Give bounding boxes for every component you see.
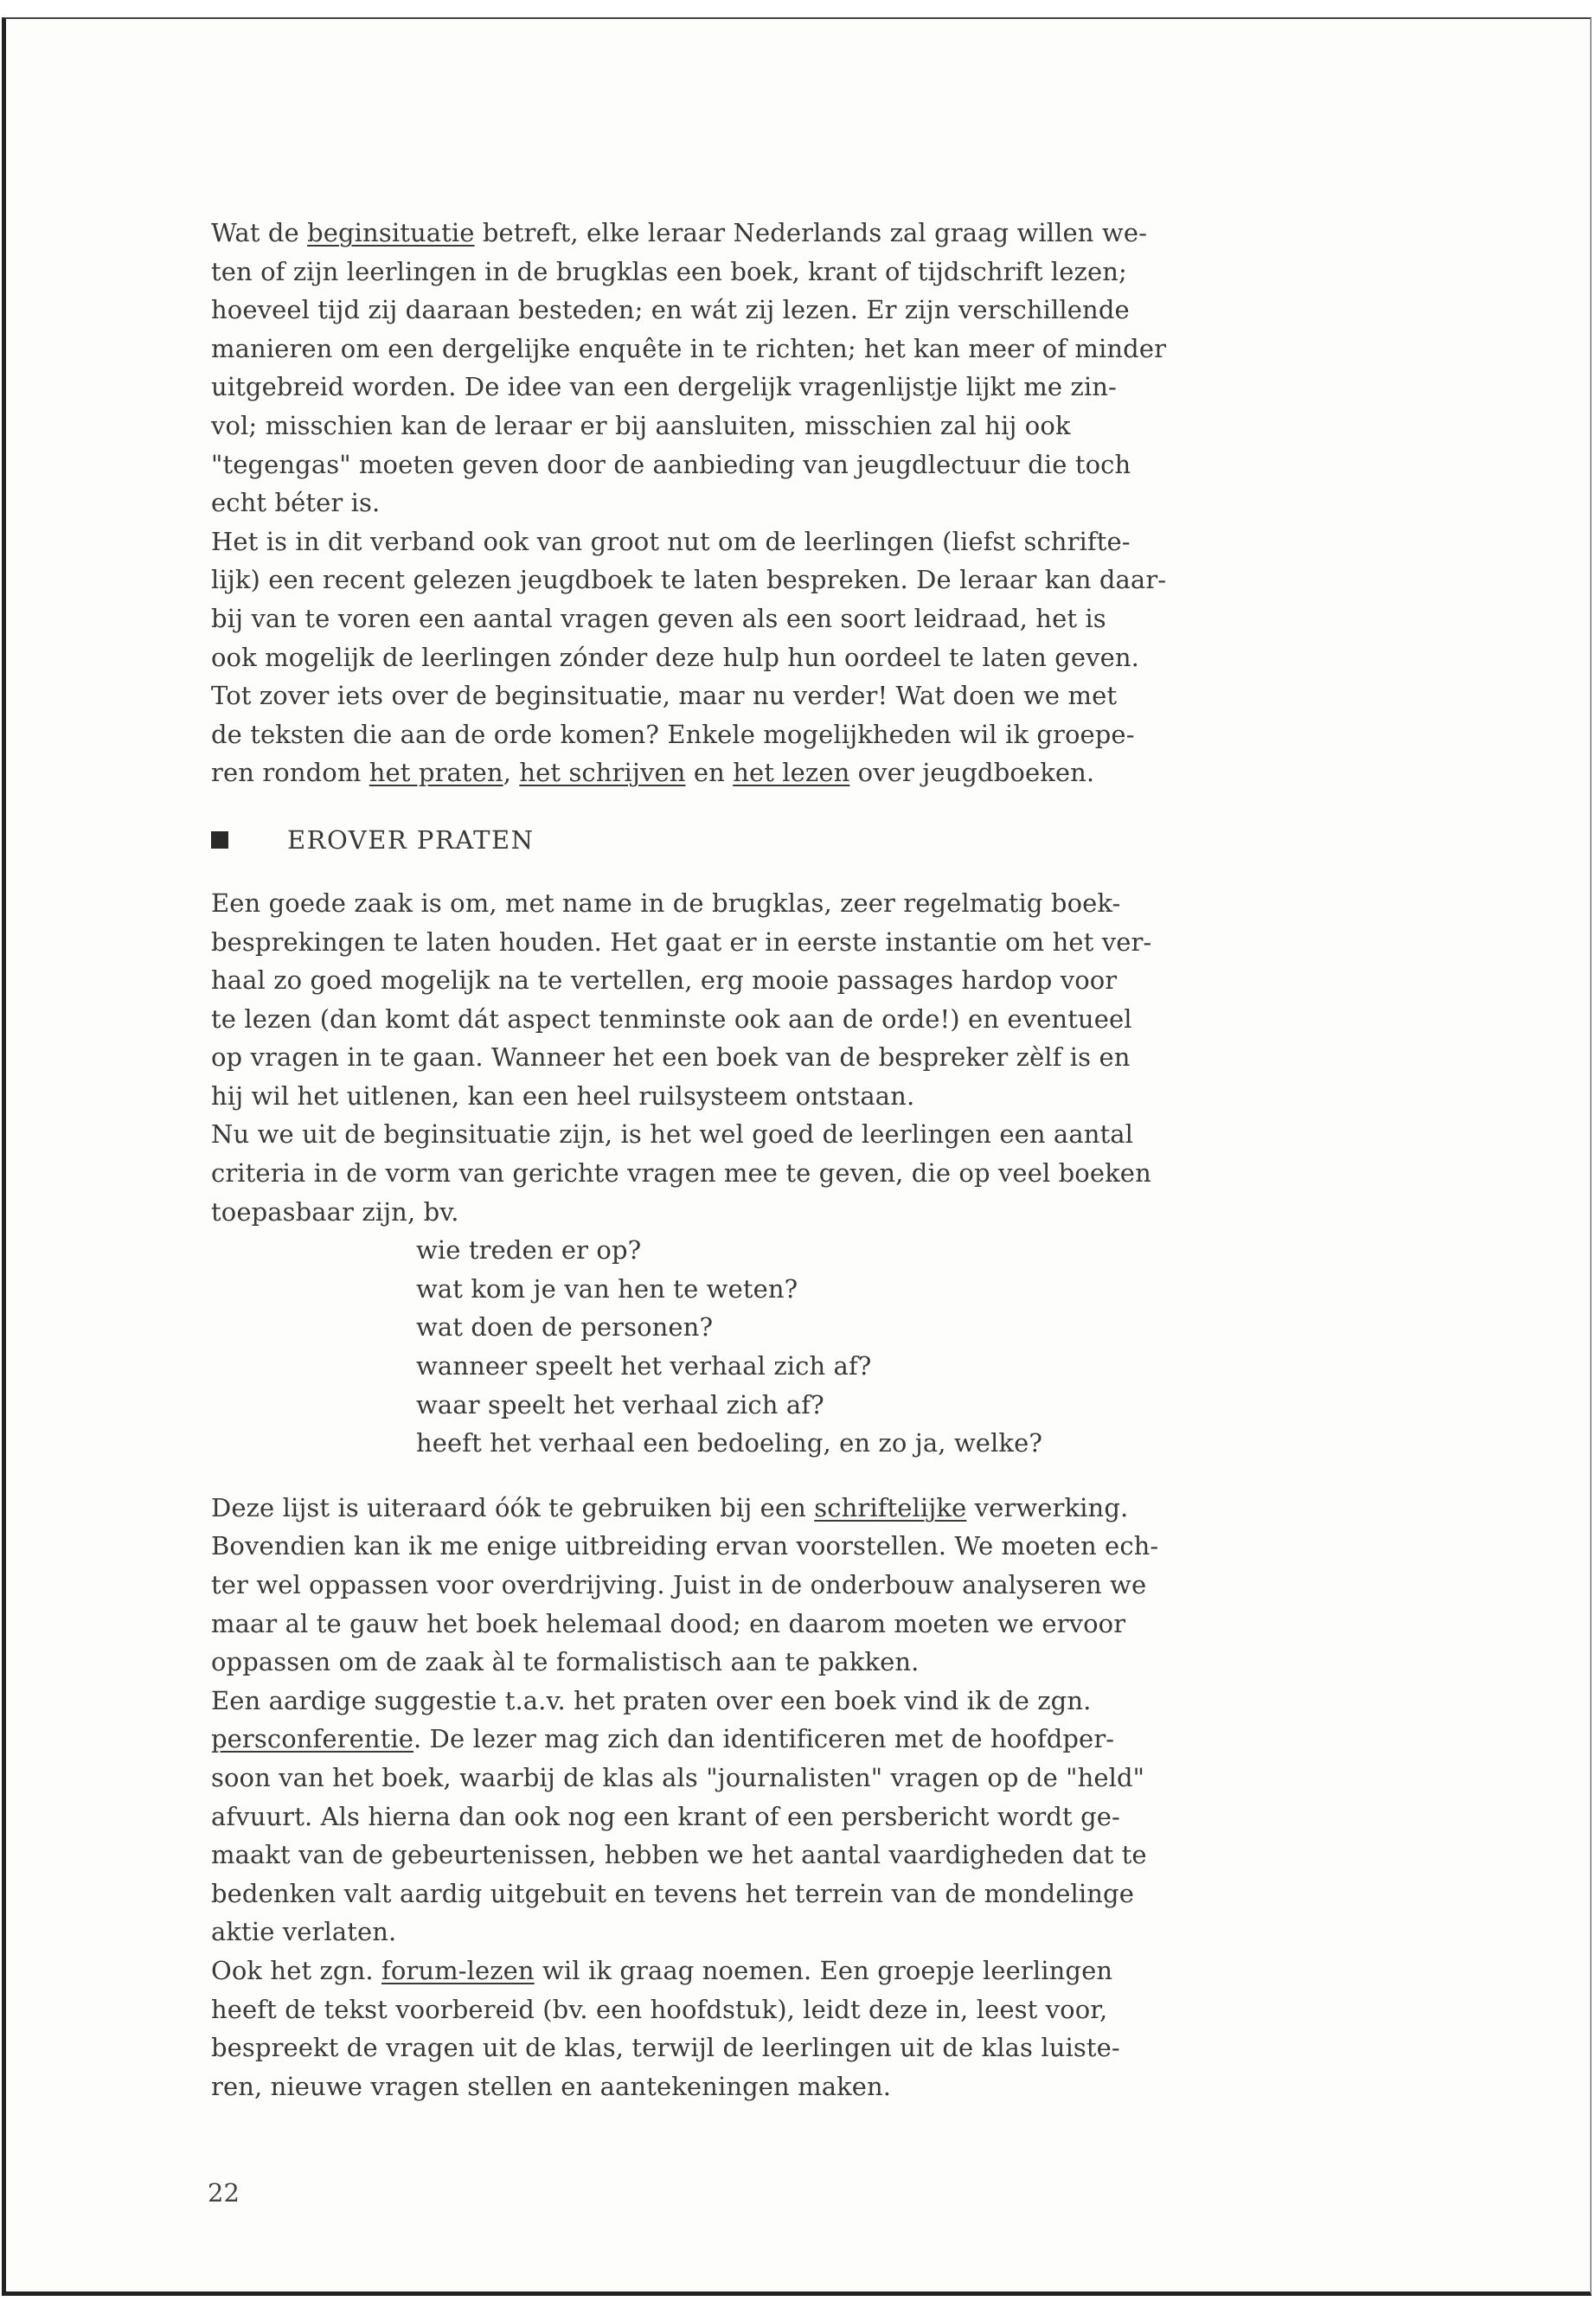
closing-paragraph bbox=[211, 1489, 1487, 2106]
text-line: maar al te gauw het boek helemaal dood; en daarom moeten we ervoor bbox=[211, 1608, 1126, 1638]
underlined-term: persconferentie bbox=[211, 1724, 414, 1754]
text-line: echt béter is. bbox=[211, 488, 381, 518]
text-line: uitgebreid worden. De idee van een dergelijk vragenlijstje lijkt me zin- bbox=[211, 372, 1117, 402]
text-line: bij van te voren een aantal vragen geven als een soort leidraad, het is bbox=[211, 603, 1106, 633]
section-paragraph bbox=[211, 884, 1487, 1231]
question-item: waar speelt het verhaal zich af? bbox=[416, 1389, 824, 1420]
text-line: Wat de beginsituatie betreft, elke leraar Nederlands zal graag willen we- bbox=[211, 218, 1147, 247]
text-line: ren rondom het praten, het schrijven en het lezen over jeugdboeken. bbox=[211, 758, 1095, 788]
page-content bbox=[211, 214, 1487, 2106]
question-item: wat kom je van hen te weten? bbox=[416, 1273, 798, 1304]
text-line: Deze lijst is uiteraard óók te gebruiken bij een schriftelijke verwerking. bbox=[211, 1492, 1129, 1522]
text-line: ten of zijn leerlingen in de brugklas een boek, krant of tijdschrift lezen; bbox=[211, 256, 1127, 286]
text-line: persconferentie. De lezer mag zich dan identificeren met de hoofdper- bbox=[211, 1724, 1115, 1754]
intro-paragraph bbox=[211, 214, 1487, 792]
underlined-term: forum-lezen bbox=[381, 1955, 535, 1985]
text-line: maakt van de gebeurtenissen, hebben we het aantal vaardigheden dat te bbox=[211, 1840, 1147, 1870]
underlined-term: het schrijven bbox=[519, 758, 686, 788]
text-line: te lezen (dan komt dát aspect tenminste ook aan de orde!) en eventueel bbox=[211, 1003, 1132, 1034]
book-page bbox=[2, 17, 1592, 2296]
text-line: ren, nieuwe vragen stellen en aantekeningen maken. bbox=[211, 2071, 892, 2101]
text-line: Nu we uit de beginsituatie zijn, is het wel goed de leerlingen een aantal bbox=[211, 1119, 1134, 1150]
text-line: ter wel oppassen voor overdrijving. Juist in de onderbouw analyseren we bbox=[211, 1570, 1147, 1599]
text-line: heeft de tekst voorbereid (bv. een hoofdstuk), leidt deze in, leest voor, bbox=[211, 1994, 1108, 2024]
text-line: Tot zover iets over de beginsituatie, maar nu verder! Wat doen we met bbox=[211, 681, 1118, 711]
question-item: wie treden er op? bbox=[416, 1235, 642, 1266]
text-line: toepasbaar zijn, bv. bbox=[211, 1196, 459, 1227]
question-item: wanneer speelt het verhaal zich af? bbox=[416, 1351, 872, 1381]
text-line: Een aardige suggestie t.a.v. het praten over een boek vind ik de zgn. bbox=[211, 1685, 1092, 1715]
text-line: lijk) een recent gelezen jeugdboek te laten bespreken. De leraar kan daar- bbox=[211, 565, 1167, 595]
text-line: afvuurt. Als hierna dan ook nog een krant of een persbericht wordt ge- bbox=[211, 1801, 1120, 1831]
underlined-term: het lezen bbox=[733, 758, 850, 788]
question-item: wat doen de personen? bbox=[416, 1312, 714, 1343]
question-item: heeft het verhaal een bedoeling, en zo ja, welke? bbox=[416, 1428, 1043, 1458]
text-line: Een goede zaak is om, met name in de brugklas, zeer regelmatig boek- bbox=[211, 888, 1121, 918]
page-number: 22 bbox=[208, 2178, 240, 2208]
underlined-term: beginsituatie bbox=[307, 218, 475, 247]
text-line: aktie verlaten. bbox=[211, 1917, 397, 1947]
section-heading-text: EROVER PRATEN bbox=[287, 824, 535, 855]
underlined-term: schriftelijke bbox=[814, 1492, 967, 1522]
text-line: Het is in dit verband ook van groot nut om de leerlingen (liefst schrifte- bbox=[211, 526, 1131, 556]
text-line: besprekingen te laten houden. Het gaat er in eerste instantie om het ver- bbox=[211, 926, 1152, 957]
text-line: bedenken valt aardig uitgebuit en tevens het terrein van de mondelinge bbox=[211, 1878, 1134, 1908]
text-line: soon van het boek, waarbij de klas als "journalisten" vragen op de "held" bbox=[211, 1762, 1145, 1792]
text-line: haal zo goed mogelijk na te vertellen, erg mooie passages hardop voor bbox=[211, 965, 1118, 996]
text-line: bespreekt de vragen uit de klas, terwijl de leerlingen uit de klas luiste- bbox=[211, 2033, 1120, 2063]
text-line: criteria in de vorm van gerichte vragen mee te geven, die op veel boeken bbox=[211, 1158, 1151, 1189]
text-line: "tegengas" moeten geven door de aanbieding van jeugdlectuur die toch bbox=[211, 449, 1131, 479]
text-line: ook mogelijk de leerlingen zónder deze hulp hun oordeel te laten geven. bbox=[211, 642, 1139, 672]
square-bullet-icon bbox=[211, 831, 228, 849]
section-heading bbox=[211, 818, 1487, 862]
text-line: Bovendien kan ik me enige uitbreiding ervan voorstellen. We moeten ech- bbox=[211, 1531, 1159, 1561]
text-line: oppassen om de zaak àl te formalistisch aan te pakken. bbox=[211, 1647, 920, 1677]
text-line: de teksten die aan de orde komen? Enkele mogelijkheden wil ik groepe- bbox=[211, 719, 1135, 749]
text-line: vol; misschien kan de leraar er bij aansluiten, misschien zal hij ook bbox=[211, 410, 1071, 440]
text-line: manieren om een dergelijke enquête in te richten; het kan meer of minder bbox=[211, 333, 1167, 363]
text-line: op vragen in te gaan. Wanneer het een boek van de bespreker zèlf is en bbox=[211, 1042, 1131, 1073]
question-list bbox=[211, 1231, 1487, 1463]
text-line: hoeveel tijd zij daaraan besteden; en wát zij lezen. Er zijn verschillende bbox=[211, 295, 1130, 325]
text-line: Ook het zgn. forum-lezen wil ik graag noemen. Een groepje leerlingen bbox=[211, 1955, 1113, 1985]
underlined-term: het praten bbox=[369, 758, 503, 788]
text-line: hij wil het uitlenen, kan een heel ruilsysteem ontstaan. bbox=[211, 1080, 915, 1111]
